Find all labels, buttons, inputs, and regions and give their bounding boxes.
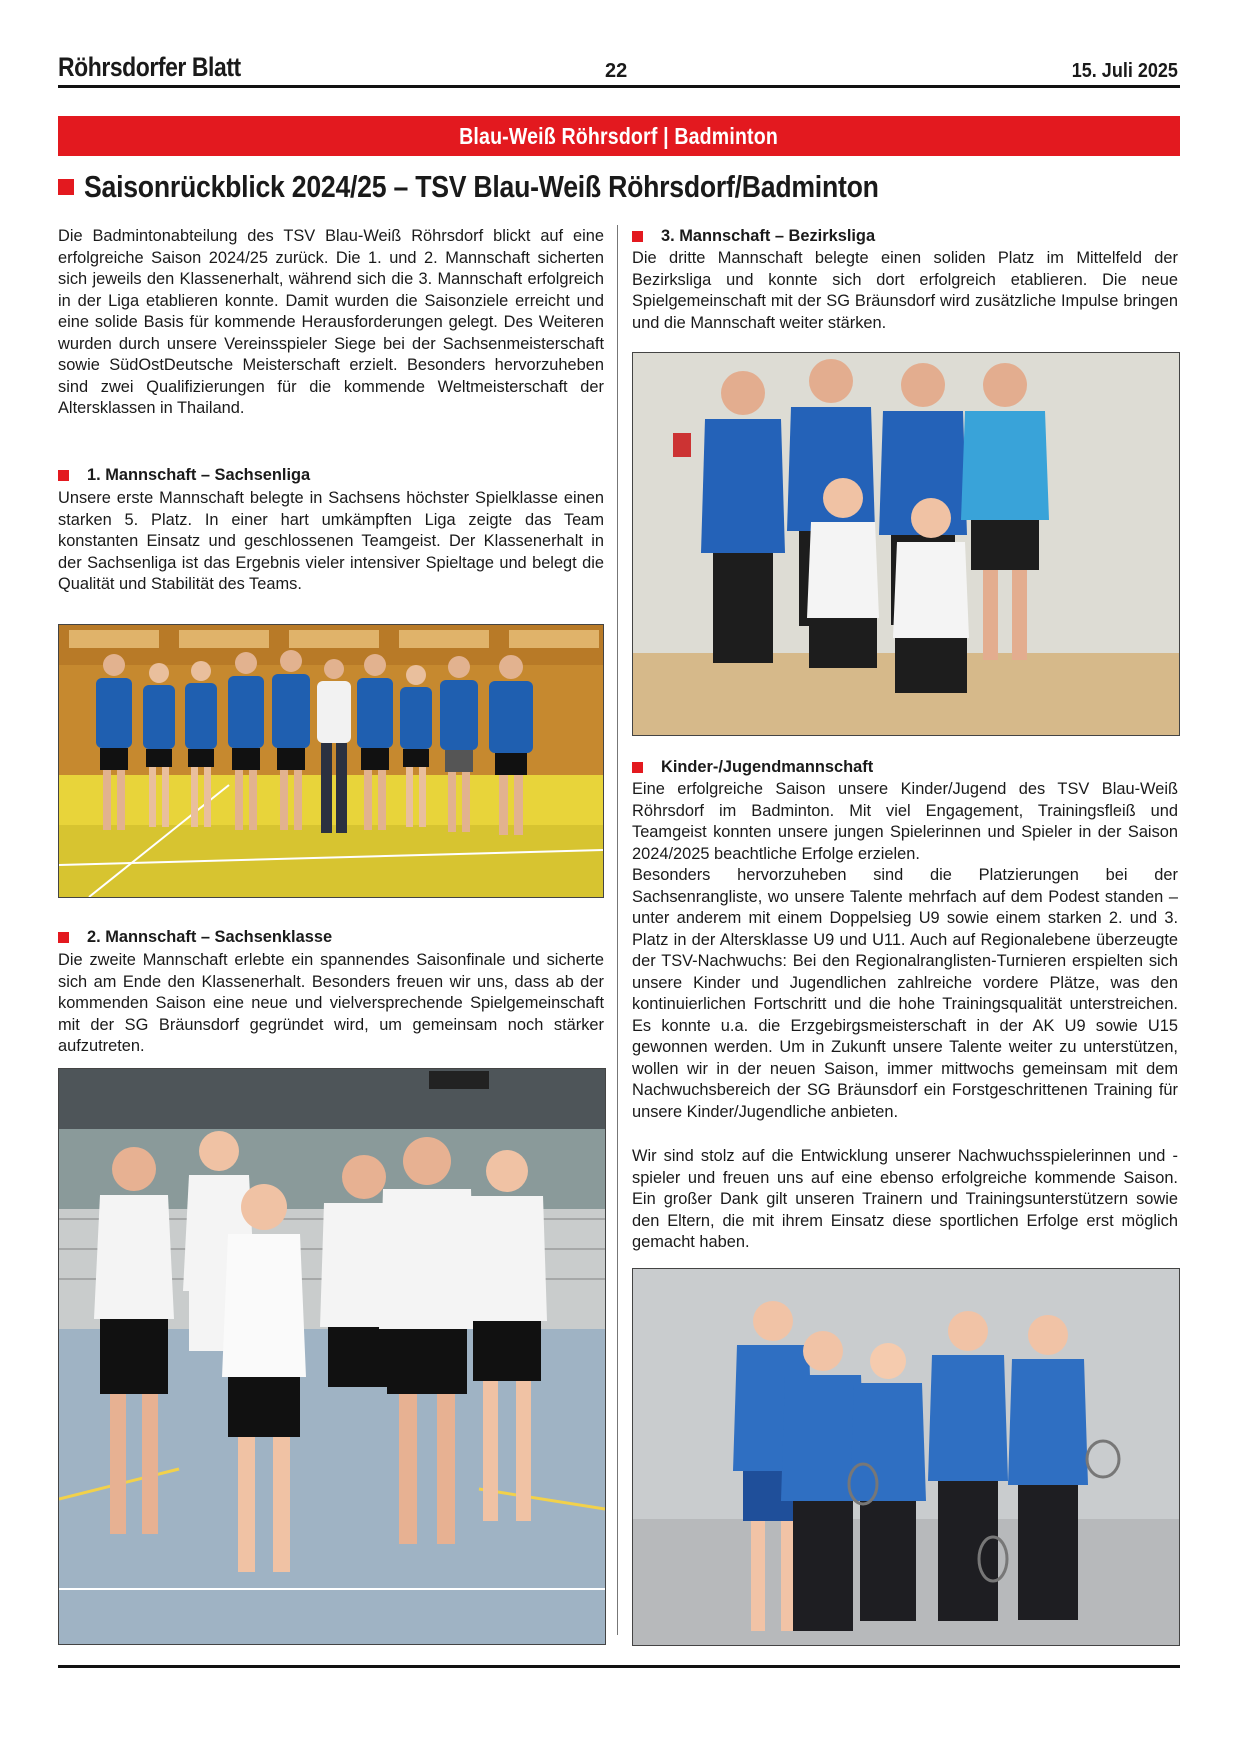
article-headline <box>58 168 1008 206</box>
issue-date: 15. Juli 2025 <box>1071 60 1178 82</box>
section-heading-text: 3. Mannschaft – Bezirksliga <box>661 227 876 245</box>
section-body-team3: Die dritte Mannschaft belegte einen soliden Platz im Mittelfeld der Bezirksliga und konnte sich dort erfolgreich etablieren. Die neue Spielgemeinschaft mit der SG Bräunsdorf wird zusätzliche Impulse bringen und die Mannschaft weiter stärken. <box>632 249 1178 332</box>
section-body-youth-2: Besonders hervorzuheben sind die Platzierungen bei der Sachsenrangliste, wo unsere Talente mehrfach auf dem Podest standen – unter anderem mit einem Doppelsieg U9 sowie einem starken 2. und 3. Platz in der Altersklasse U9 und U11. Auch auf Regionalebene überzeugte der TSV-Nachwuchs: Bei den Regionalranglisten-Turnieren erspielten sich unsere Kinder und Jugendlichen zahlreiche vordere Plätze, was den kontinuierlichen Fortschritt und die hohe Trainingsqualität unterstreichen. Es konnte u.a. die Erzgebirgsmeisterschaft in der AK U9 sowie U15 gewonnen werden. Um in Zukunft unsere Talente weiter zu unterstützen, wollen wir in der neuen Saison, immer mittwochs gemeinsam mit dem Nachwuchsbereich der SG Bräunsdorf ein Forstgeschrittenen Training für unsere Kinder/Jugendliche anbieten. <box>632 866 1178 1121</box>
section-heading-youth <box>632 758 873 777</box>
section-heading-team2 <box>58 928 332 947</box>
header-rule <box>58 85 1180 88</box>
photo-team2 <box>58 1068 606 1645</box>
publication-title: Röhrsdorfer Blatt <box>58 52 241 82</box>
section-heading-team3 <box>632 227 875 246</box>
section-body-team2: Die zweite Mannschaft erlebte ein spannendes Saisonfinale und sicherte sich am Ende den Klassenerhalt. Besonders freuen wir uns, dass ab der kommenden Saison eine neue und vielversprechende Spielgemeinschaft mit der SG Bräunsdorf gegründet wird, um gemeinsam noch stärker aufzutreten. <box>58 951 604 1055</box>
section-banner-text: Blau-Weiß Röhrsdorf | Badminton <box>459 122 779 149</box>
red-square-icon <box>632 231 643 242</box>
column-divider <box>617 225 618 1635</box>
section-heading-text: Kinder-/Jugendmannschaft <box>661 758 874 776</box>
article-intro: Die Badmintonabteilung des TSV Blau-Weiß Röhrsdorf blickt auf eine erfolgreiche Saison 2024/25 zurück. Die 1. und 2. Mannschaft sicherten sich jeweils den Klassenerhalt, während sich die 3. Mannschaft erfolgreich in der Liga etablieren konnte. Damit wurden die Saisonziele erreicht und eine solide Basis für kommende Herausforderungen gelegt. Des Weiteren wurden durch unsere Vereinsspieler Siege bei der Sachsenmeisterschaft sowie SüdOstDeutsche Meisterschaft erzielt. Besonders hervorzuheben sind zwei Qualifizierungen für die kommende Weltmeisterschaft der Altersklassen in Thailand. <box>58 227 604 417</box>
page-number: 22 <box>605 60 628 82</box>
red-square-icon <box>632 762 643 773</box>
section-body-youth-1: Eine erfolgreiche Saison unsere Kinder/Jugend des TSV Blau-Weiß Röhrsdorf im Badminton. Mit viel Engagement, Trainingsfleiß und Teamgeist konnten unsere jungen Spielerinnen und Spieler in der Saison 2024/2025 beachtliche Erfolge erzielen. <box>632 780 1178 863</box>
footer-rule <box>58 1665 1180 1668</box>
section-heading-text: 2. Mannschaft – Sachsenklasse <box>87 928 333 946</box>
section-banner <box>58 116 1180 156</box>
photo-team1 <box>58 624 604 898</box>
red-square-icon <box>58 470 69 481</box>
photo-team3 <box>632 352 1180 736</box>
section-body-team1: Unsere erste Mannschaft belegte in Sachsens höchster Spielklasse einen starken 5. Platz. In einer hart umkämpften Liga zeigte das Team konstanten Einsatz und geschlossenen Teamgeist. Der Klassenerhalt in der Sachsenliga ist das Ergebnis vieler intensiver Spieltage und belegt die Qualität und Stabilität des Teams. <box>58 489 604 593</box>
photo-youth <box>632 1268 1180 1646</box>
red-square-icon <box>58 932 69 943</box>
section-body-youth-3: Wir sind stolz auf die Entwicklung unserer Nachwuchsspielerinnen und -spieler und freuen uns auf eine ebenso erfolgreiche kommende Saison. Ein großer Dank gilt unseren Trainern und Trainingsunterstützern sowie den Eltern, die mit ihrem Einsatz diese sportlichen Erfolge erst möglich gemacht haben. <box>632 1147 1178 1251</box>
article-title: Saisonrückblick 2024/25 – TSV Blau-Weiß Röhrsdorf/Badminton <box>84 169 879 204</box>
red-square-icon <box>58 179 74 195</box>
section-heading-text: 1. Mannschaft – Sachsenliga <box>87 466 311 484</box>
section-heading-team1 <box>58 466 310 485</box>
